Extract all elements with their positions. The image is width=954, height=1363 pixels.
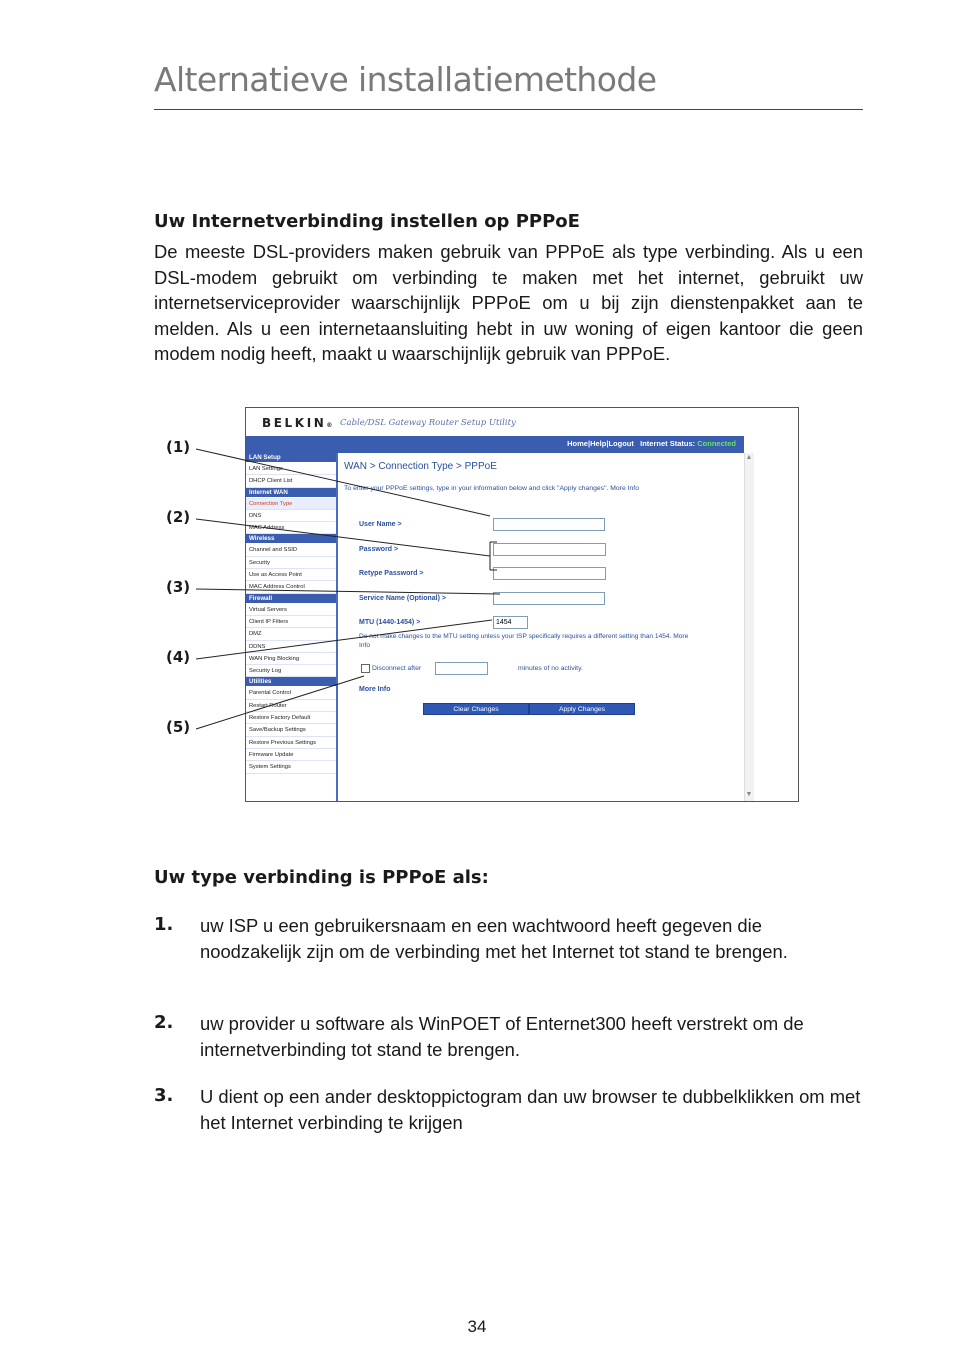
sidebar-item[interactable]: Use as Access Point	[246, 569, 336, 581]
callout-label-5: (5)	[166, 718, 191, 736]
sidebar-item[interactable]: MAC Address Control	[246, 581, 336, 593]
list-number-1: 1.	[154, 914, 174, 935]
sidebar-group: LAN Setup	[246, 453, 336, 462]
list-number-2: 2.	[154, 1012, 174, 1033]
sidebar-item[interactable]: Security	[246, 557, 336, 569]
sidebar-item[interactable]: Restart Router	[246, 700, 336, 712]
more-info-link[interactable]: More Info	[359, 686, 391, 693]
sidebar-item[interactable]: Virtual Servers	[246, 604, 336, 616]
mtu-label: MTU (1440-1454) >	[359, 619, 421, 626]
router-header	[246, 408, 798, 436]
list-item-2: uw provider u software als WinPOET of Enternet300 heeft verstrekt om de internetverbinding tot stand te brengen.	[200, 1013, 804, 1060]
sidebar-item[interactable]: DDNS	[246, 641, 336, 653]
wan-breadcrumb-title: WAN > Connection Type > PPPoE	[344, 461, 497, 472]
service-name-label: Service Name (Optional) >	[359, 595, 446, 602]
router-scrollbar[interactable]	[744, 453, 754, 801]
sidebar-item[interactable]: DMZ	[246, 628, 336, 640]
sidebar-item[interactable]: Parental Control	[246, 687, 336, 699]
internet-status-label: Internet Status:	[640, 439, 696, 448]
scroll-up-icon[interactable]: ▲	[745, 454, 753, 461]
router-navbar	[246, 436, 744, 453]
retype-password-input[interactable]	[493, 567, 606, 580]
router-nav-links	[567, 439, 736, 448]
router-sidebar	[246, 453, 338, 801]
nav-separator: |	[606, 439, 609, 448]
mtu-input[interactable]: 1454	[493, 616, 528, 629]
sidebar-item[interactable]: Channel and SSID	[246, 544, 336, 556]
sidebar-item[interactable]: DHCP Client List	[246, 475, 336, 487]
nav-separator: |	[587, 439, 591, 448]
sidebar-item[interactable]: System Settings	[246, 761, 336, 773]
list-item-1: uw ISP u een gebruikersnaam en een wachtwoord heeft gegeven die noodzakelijk zijn om de verbinding met het Internet tot stand te brengen.	[200, 915, 788, 962]
user-name-input[interactable]	[493, 518, 605, 531]
title-divider	[154, 109, 863, 110]
callout-label-4: (4)	[166, 648, 191, 666]
clear-changes-button[interactable]: Clear Changes	[423, 703, 529, 715]
apply-changes-button[interactable]: Apply Changes	[529, 703, 635, 715]
sidebar-item[interactable]: LAN Settings	[246, 463, 336, 475]
sidebar-item[interactable]: Restore Previous Settings	[246, 737, 336, 749]
minutes-label: minutes of no activity.	[518, 665, 583, 672]
sidebar-item[interactable]: Connection Type	[246, 498, 336, 510]
callout-label-3: (3)	[166, 578, 191, 596]
callout-label-1: (1)	[166, 438, 191, 456]
router-subtitle: Cable/DSL Gateway Router Setup Utility	[340, 418, 516, 428]
sidebar-item[interactable]: Restore Factory Default	[246, 712, 336, 724]
section-heading-pppoe-conditions: Uw type verbinding is PPPoE als:	[154, 867, 489, 888]
nav-home-link[interactable]: Home	[567, 439, 588, 448]
user-name-label: User Name >	[359, 521, 402, 528]
list-item-3: U dient op een ander desktoppictogram dan uw browser te dubbelklikken om met het Internet verbinding te krijgen	[200, 1086, 861, 1133]
callout-label-2: (2)	[166, 508, 191, 526]
nav-help-link[interactable]: Help	[590, 439, 607, 448]
sidebar-item[interactable]: Security Log	[246, 665, 336, 677]
list-number-3: 3.	[154, 1085, 174, 1106]
internet-status-value: Connected	[697, 439, 736, 448]
sidebar-group: Wireless	[246, 534, 336, 543]
page-title: Alternatieve installatiemethode	[154, 60, 657, 99]
sidebar-item[interactable]: WAN Ping Blocking	[246, 653, 336, 665]
disconnect-checkbox[interactable]	[361, 664, 370, 673]
sidebar-group: Firewall	[246, 594, 336, 603]
retype-password-label: Retype Password >	[359, 570, 424, 577]
sidebar-item[interactable]: Client IP Filters	[246, 616, 336, 628]
section-heading-pppoe: Uw Internetverbinding instellen op PPPoE	[154, 211, 580, 232]
pppoe-instructions: To enter your PPPoE settings, type in your information below and click "Apply changes". More Info	[344, 485, 639, 492]
sidebar-item[interactable]: DNS	[246, 510, 336, 522]
service-name-input[interactable]	[493, 592, 605, 605]
intro-paragraph: De meeste DSL-providers maken gebruik van PPPoE als type verbinding. Als u een DSL-modem gebruikt om verbinding te maken met het internet, gebruikt uw internetserviceprovider waarschijnlijk PPPoE om u bij zijn dienstenpakket aan te melden. Als u een internetaansluiting hebt in uw woning of eigen kantoor die geen modem nodig heeft, maakt u waarschijnlijk gebruik van PPPoE.	[154, 241, 863, 364]
disconnect-label: Disconnect after	[372, 665, 422, 672]
sidebar-item[interactable]: Save/Backup Settings	[246, 724, 336, 736]
sidebar-item[interactable]: MAC Address	[246, 522, 336, 534]
password-label: Password >	[359, 546, 399, 553]
belkin-logo: BELKIN®	[262, 416, 333, 430]
sidebar-item[interactable]: Firmware Update	[246, 749, 336, 761]
page-number: 34	[467, 1317, 487, 1336]
router-screenshot-figure	[245, 407, 799, 802]
scroll-down-icon[interactable]: ▼	[745, 791, 753, 798]
disconnect-minutes-input[interactable]	[435, 662, 488, 675]
nav-logout-link[interactable]: Logout	[608, 439, 634, 448]
sidebar-group: Utilities	[246, 677, 336, 686]
router-main-panel	[342, 453, 742, 801]
sidebar-group: Internet WAN	[246, 488, 336, 497]
password-input[interactable]	[493, 543, 606, 556]
mtu-warning: Do not make changes to the MTU setting unless your ISP specifically requires a different setting than 1454. More Info	[359, 633, 689, 649]
